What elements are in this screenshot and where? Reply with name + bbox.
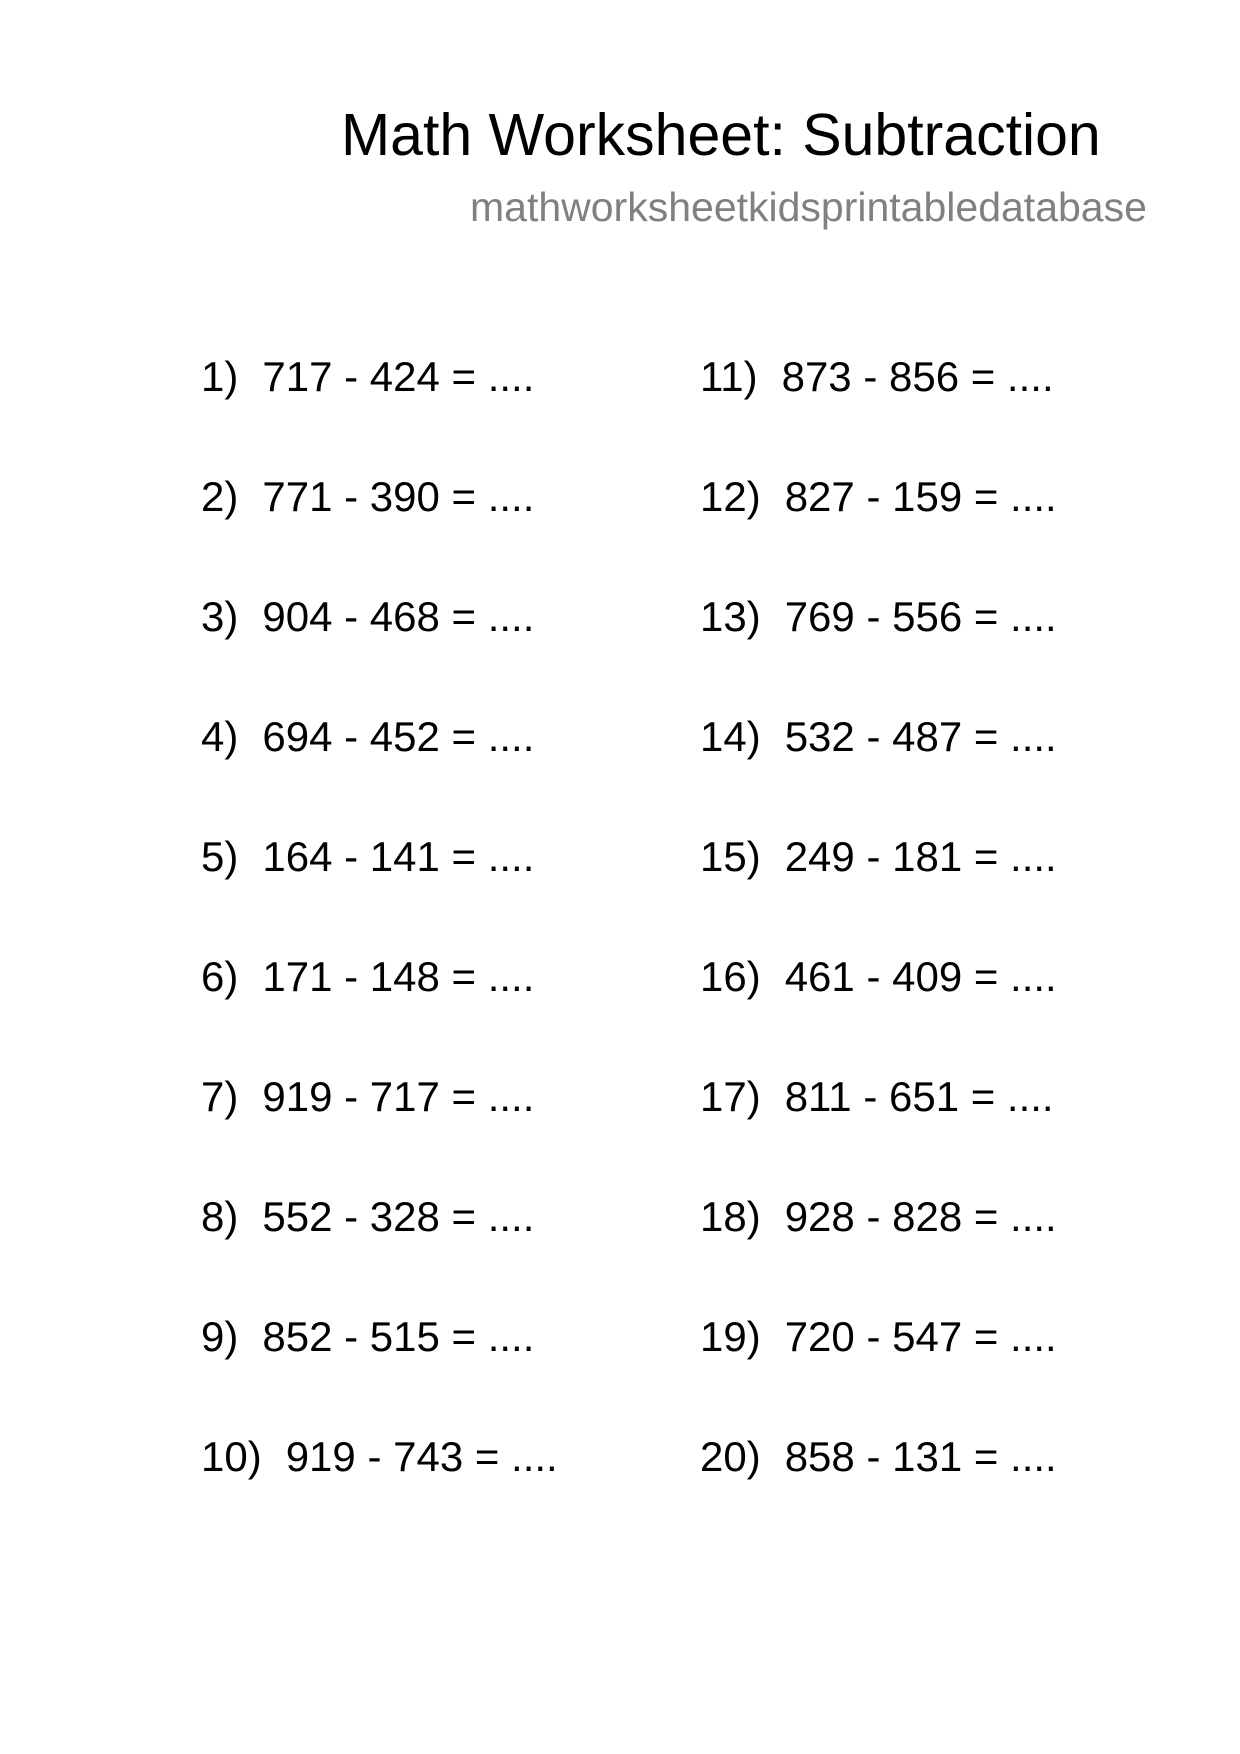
problem-expression: 873 - 856 = .... [781, 353, 1054, 400]
problem-item [700, 592, 1057, 712]
problem-number: 3) [201, 593, 239, 640]
problem-expression: 904 - 468 = .... [262, 593, 535, 640]
problem-item [700, 1312, 1057, 1432]
problem-item [700, 832, 1057, 952]
problem-expression: 164 - 141 = .... [262, 833, 535, 880]
page-subtitle: mathworksheetkidsprintabledatabase [470, 184, 1147, 230]
problem-expression: 919 - 743 = .... [285, 1433, 558, 1480]
problem-item [201, 352, 558, 472]
problem-item [700, 1072, 1057, 1192]
problem-number: 15) [700, 833, 761, 880]
problem-number: 18) [700, 1193, 761, 1240]
problem-expression: 532 - 487 = .... [784, 713, 1057, 760]
problem-expression: 811 - 651 = .... [784, 1073, 1054, 1120]
problem-item [201, 592, 558, 712]
problem-item [700, 1192, 1057, 1312]
problem-item [201, 1072, 558, 1192]
problem-item [700, 472, 1057, 592]
problem-number: 16) [700, 953, 761, 1000]
problem-item [201, 1432, 558, 1552]
problem-number: 19) [700, 1313, 761, 1360]
page-title: Math Worksheet: Subtraction [341, 102, 1101, 168]
problem-expression: 928 - 828 = .... [784, 1193, 1057, 1240]
problem-number: 12) [700, 473, 761, 520]
problem-item [201, 1192, 558, 1312]
problem-item [700, 712, 1057, 832]
problem-number: 20) [700, 1433, 761, 1480]
problem-number: 14) [700, 713, 761, 760]
problem-expression: 552 - 328 = .... [262, 1193, 535, 1240]
problem-number: 8) [201, 1193, 239, 1240]
problem-expression: 827 - 159 = .... [784, 473, 1057, 520]
problems-column-right [700, 352, 1057, 1552]
problem-expression: 852 - 515 = .... [262, 1313, 535, 1360]
problem-number: 11) [700, 353, 758, 400]
problem-number: 2) [201, 473, 239, 520]
problem-number: 10) [201, 1433, 262, 1480]
problem-item [700, 352, 1057, 472]
problem-expression: 858 - 131 = .... [784, 1433, 1057, 1480]
problem-item [201, 832, 558, 952]
problem-expression: 694 - 452 = .... [262, 713, 535, 760]
problem-number: 5) [201, 833, 239, 880]
problems-column-left [201, 352, 558, 1552]
problem-number: 1) [201, 353, 239, 400]
problem-item [201, 1312, 558, 1432]
problem-expression: 717 - 424 = .... [262, 353, 535, 400]
problem-item [700, 1432, 1057, 1552]
problem-item [201, 712, 558, 832]
problem-expression: 771 - 390 = .... [262, 473, 535, 520]
problem-number: 4) [201, 713, 239, 760]
problem-number: 17) [700, 1073, 761, 1120]
problem-expression: 720 - 547 = .... [784, 1313, 1057, 1360]
problem-expression: 461 - 409 = .... [784, 953, 1057, 1000]
problem-expression: 919 - 717 = .... [262, 1073, 535, 1120]
problem-item [201, 472, 558, 592]
problem-number: 13) [700, 593, 761, 640]
problem-number: 9) [201, 1313, 239, 1360]
problem-expression: 171 - 148 = .... [262, 953, 535, 1000]
problem-number: 6) [201, 953, 239, 1000]
problem-expression: 249 - 181 = .... [784, 833, 1057, 880]
problem-item [700, 952, 1057, 1072]
problem-expression: 769 - 556 = .... [784, 593, 1057, 640]
problem-number: 7) [201, 1073, 239, 1120]
problem-item [201, 952, 558, 1072]
